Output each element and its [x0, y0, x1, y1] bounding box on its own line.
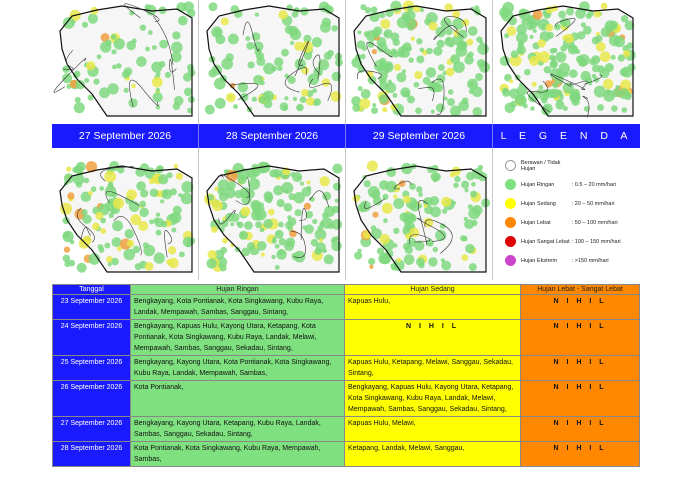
- table-row: [52, 381, 640, 417]
- cell-hujan-ringan: Bengkayang, Kapuas Hulu, Kayong Utara, Ketapang, Kota Pontianak, Kota Singkawang, Kubu Raya, Landak, Melawi, Mempawah, Sambas, Sanggau, Sekadau, Sintang,: [130, 320, 344, 356]
- legend-item: [505, 156, 640, 175]
- cell-hujan-lebat: N I H I L: [520, 295, 640, 320]
- date-header-row: [52, 124, 640, 148]
- table-row: [52, 295, 640, 320]
- legend-item: [505, 232, 640, 251]
- legend-label: Hujan Ekstrem: [521, 257, 558, 264]
- date-header: 27 September 2026: [52, 124, 199, 148]
- cell-date: 28 September 2026: [52, 442, 130, 467]
- cell-hujan-sedang: Ketapang, Landak, Melawi, Sanggau,: [344, 442, 520, 467]
- legend-swatch: [505, 236, 516, 247]
- legend-header: L E G E N D A: [500, 130, 633, 142]
- rain-map: [199, 0, 346, 124]
- legend-range: : 50 – 100 mm/hari: [571, 219, 618, 226]
- cell-hujan-sedang: N I H I L: [344, 320, 520, 356]
- date-header: 29 September 2026: [346, 124, 493, 148]
- legend-range: : >150 mm/hari: [571, 257, 609, 264]
- cell-hujan-ringan: Kota Pontianak,: [130, 381, 344, 417]
- legend-item: [505, 175, 640, 194]
- rain-map: [52, 0, 199, 124]
- legend-swatch: [505, 217, 516, 228]
- cell-date: 26 September 2026: [52, 381, 130, 417]
- header-hujan-ringan: Hujan Ringan: [130, 284, 344, 295]
- rain-map: [346, 0, 493, 124]
- cell-date: 24 September 2026: [52, 320, 130, 356]
- cell-hujan-lebat: N I H I L: [520, 417, 640, 442]
- legend-label: Hujan Ringan: [521, 181, 555, 188]
- legend-item: [505, 251, 640, 270]
- cell-hujan-lebat: N I H I L: [520, 356, 640, 381]
- legend-swatch: [505, 255, 516, 266]
- rain-map-graphic: [199, 148, 346, 280]
- date-header: 28 September 2026: [199, 124, 346, 148]
- rain-map: [199, 148, 346, 280]
- cell-date: 23 September 2026: [52, 295, 130, 320]
- rain-map: [493, 0, 640, 124]
- cell-hujan-ringan: Bengkayang, Kota Pontianak, Kota Singkawang, Kubu Raya, Landak, Mempawah, Sambas, Sanggau, Sintang,: [130, 295, 344, 320]
- legend: [493, 148, 640, 280]
- cell-hujan-ringan: Bengkayang, Kayong Utara, Ketapang, Kubu Raya, Landak, Sambas, Sanggau, Sekadau, Sintang,: [130, 417, 344, 442]
- rain-map-graphic: [199, 0, 346, 124]
- legend-panel: [493, 148, 640, 280]
- header-hujan-lebat: Hujan Lebat - Sangat Lebat: [520, 284, 640, 295]
- cell-date: 27 September 2026: [52, 417, 130, 442]
- table-row: [52, 442, 640, 467]
- rain-map-graphic: [346, 148, 493, 280]
- forecast-table: [52, 284, 640, 467]
- legend-label: Hujan Sedang: [521, 200, 556, 207]
- table-row: [52, 320, 640, 356]
- map-row-top: [52, 0, 640, 124]
- legend-range: : 0.5 – 20 mm/hari: [571, 181, 617, 188]
- cell-hujan-lebat: N I H I L: [520, 381, 640, 417]
- cell-date: 25 September 2026: [52, 356, 130, 381]
- cell-hujan-ringan: Bengkayang, Kayong Utara, Kota Pontianak, Kota Singkawang, Kubu Raya, Landak, Mempawah, Sambas,: [130, 356, 344, 381]
- table-header: [52, 284, 640, 295]
- legend-swatch: [505, 160, 516, 171]
- cell-hujan-sedang: Kapuas Hulu, Ketapang, Melawi, Sanggau, Sekadau, Sintang,: [344, 356, 520, 381]
- cell-hujan-ringan: Kota Pontianak, Kota Singkawang, Kubu Raya, Mempawah, Sambas,: [130, 442, 344, 467]
- cell-hujan-sedang: Bengkayang, Kapuas Hulu, Kayong Utara, Ketapang, Kota Singkawang, Kubu Raya, Landak, Melawi, Mempawah, Sambas, Sanggau, Sekadau, Sintang,: [344, 381, 520, 417]
- cell-hujan-lebat: N I H I L: [520, 442, 640, 467]
- cell-hujan-lebat: N I H I L: [520, 320, 640, 356]
- legend-range: : 100 – 150 mm/hari: [571, 238, 621, 245]
- weather-forecast-page: [52, 0, 640, 500]
- cell-hujan-sedang: Kapuas Hulu,: [344, 295, 520, 320]
- legend-label: Hujan Sangat Lebat: [521, 238, 570, 245]
- map-row-bottom: [52, 148, 640, 280]
- rain-map-graphic: [52, 0, 199, 124]
- legend-swatch: [505, 198, 516, 209]
- table-body: [52, 295, 640, 467]
- legend-label: Hujan Lebat: [521, 219, 551, 226]
- legend-swatch: [505, 179, 516, 190]
- rain-map: [346, 148, 493, 280]
- legend-label: Berawan / Tidak Hujan: [521, 159, 561, 172]
- legend-item: [505, 194, 640, 213]
- table-row: [52, 356, 640, 381]
- legend-item: [505, 213, 640, 232]
- rain-map-graphic: [493, 0, 640, 124]
- header-tanggal: Tanggal: [52, 284, 130, 295]
- legend-range: : 20 – 50 mm/hari: [571, 200, 615, 207]
- table-row: [52, 417, 640, 442]
- rain-map-graphic: [52, 148, 199, 280]
- rain-map-graphic: [346, 0, 493, 124]
- header-hujan-sedang: Hujan Sedang: [344, 284, 520, 295]
- rain-map: [52, 148, 199, 280]
- cell-hujan-sedang: Kapuas Hulu, Melawi,: [344, 417, 520, 442]
